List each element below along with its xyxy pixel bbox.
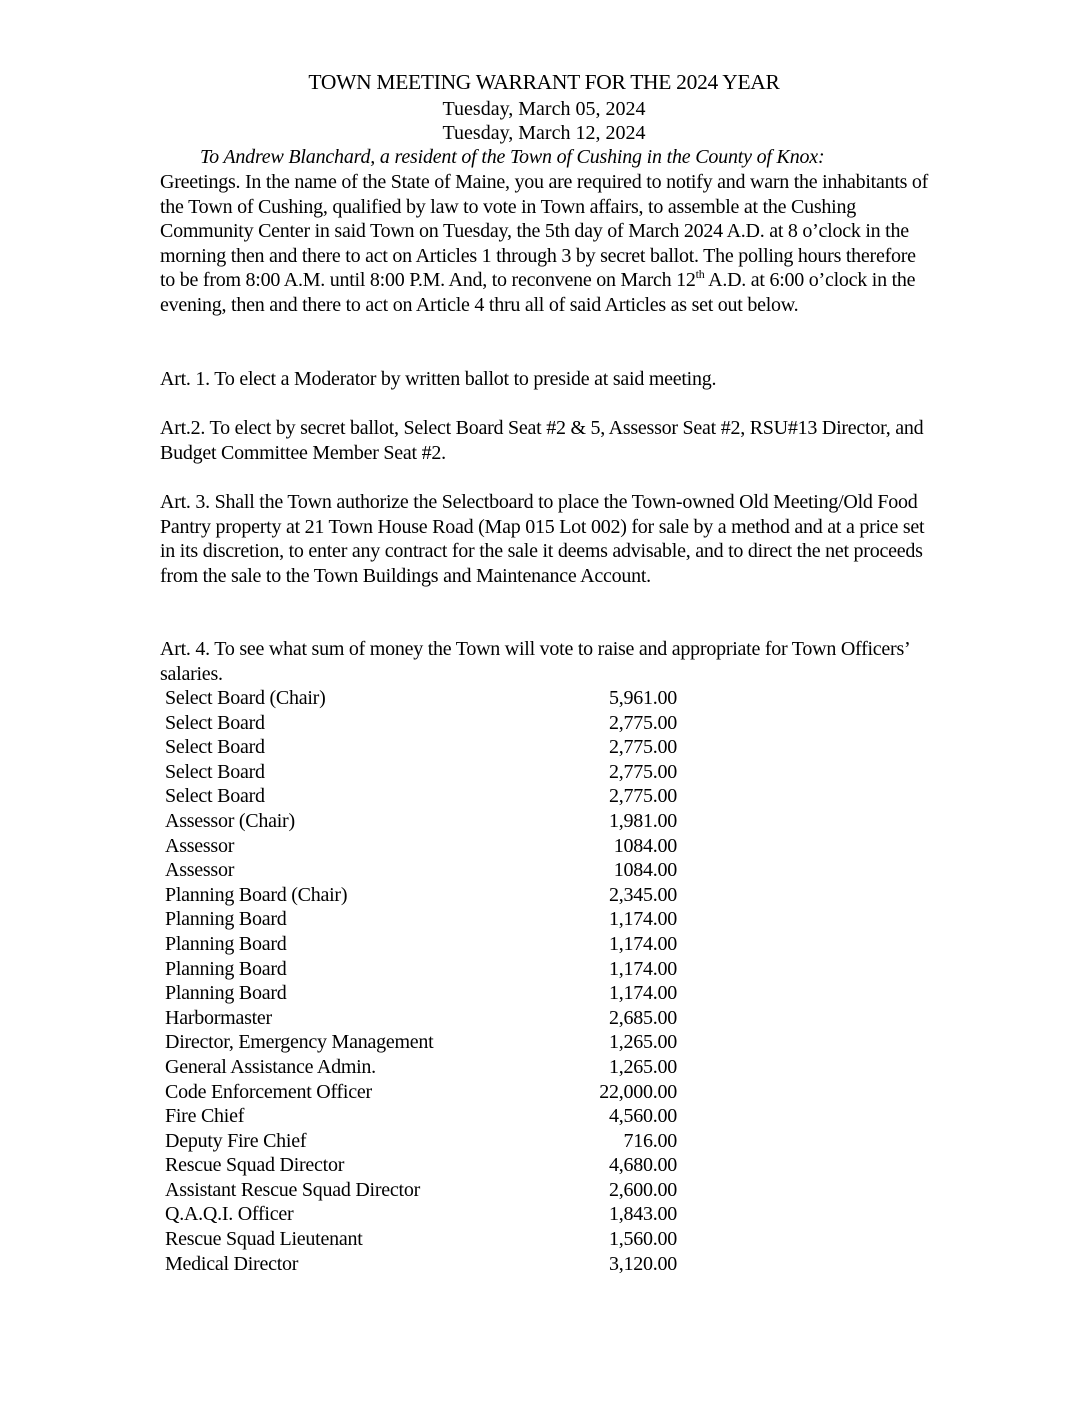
salary-row [165, 1252, 685, 1277]
salary-position: Select Board [165, 711, 265, 734]
salary-position: Planning Board [165, 982, 287, 1005]
salary-amount: 1,174.00 [609, 932, 677, 955]
salary-position: Select Board [165, 785, 265, 808]
salary-position: Assessor [165, 859, 235, 882]
salary-row [165, 1104, 685, 1129]
greeting-text-1: Greetings. In the name of the State of Maine, you are required to notify and warn the inhabitants of the Town of Cushing, qualified by law to vote in Town affairs, to assemble at the Cushing Community Center in said Town on Tuesday, the 5th day of March 2024 A.D. at 8 o’clock in the morning then and there to act on Articles 1 through 3 by secret ballot. The polling hours therefore to be from 8:00 A.M. until 8:00 P.M. And, to reconvene on March 12 [160, 171, 929, 291]
ordinal-suffix: th [695, 267, 705, 281]
salary-position: Planning Board [165, 908, 287, 931]
salary-amount: 2,775.00 [609, 760, 677, 783]
salary-amount: 2,775.00 [609, 785, 677, 808]
salary-amount: 2,775.00 [609, 711, 677, 734]
salary-row [165, 760, 685, 785]
salary-row [165, 957, 685, 982]
salary-row [165, 686, 685, 711]
meeting-date-1: Tuesday, March 05, 2024 [442, 98, 646, 120]
salary-amount: 1,174.00 [609, 908, 677, 931]
salary-amount: 4,560.00 [609, 1105, 677, 1128]
salary-position: Rescue Squad Lieutenant [165, 1228, 363, 1251]
salary-amount: 1,981.00 [609, 809, 677, 832]
addressee-line: To Andrew Blanchard, a resident of the Town of Cushing in the County of Knox: [200, 146, 825, 168]
salary-row [165, 1030, 685, 1055]
salary-position: Planning Board [165, 932, 287, 955]
salary-amount: 1084.00 [613, 859, 677, 882]
meeting-date-2: Tuesday, March 12, 2024 [442, 122, 646, 144]
salary-row [165, 711, 685, 736]
salary-amount: 5,961.00 [609, 687, 677, 709]
salary-amount: 2,345.00 [609, 883, 677, 906]
salary-row [165, 809, 685, 834]
greeting-paragraph [160, 170, 935, 317]
salary-table [165, 686, 685, 1276]
salary-position: Code Enforcement Officer [165, 1080, 372, 1103]
salary-position: Select Board (Chair) [165, 687, 326, 709]
salary-row [165, 1227, 685, 1252]
salary-amount: 4,680.00 [609, 1154, 677, 1177]
salary-row [165, 1153, 685, 1178]
salary-position: Harbormaster [165, 1006, 272, 1029]
salary-position: General Assistance Admin. [165, 1055, 376, 1078]
salary-row [165, 834, 685, 859]
salary-row [165, 1006, 685, 1031]
salary-amount: 1,174.00 [609, 982, 677, 1005]
salary-amount: 1,843.00 [609, 1203, 677, 1226]
article-2: Art.2. To elect by secret ballot, Select Board Seat #2 & 5, Assessor Seat #2, RSU#13 Director, and Budget Committee Member Seat #2. [160, 417, 924, 464]
salary-amount: 2,600.00 [609, 1178, 677, 1201]
salary-row [165, 907, 685, 932]
salary-row [165, 1055, 685, 1080]
document-title: TOWN MEETING WARRANT FOR THE 2024 YEAR [308, 70, 780, 94]
salary-position: Rescue Squad Director [165, 1154, 345, 1177]
salary-row [165, 1080, 685, 1105]
salary-position: Planning Board (Chair) [165, 883, 348, 906]
salary-row [165, 932, 685, 957]
salary-position: Medical Director [165, 1252, 299, 1275]
salary-position: Planning Board [165, 957, 287, 980]
salary-position: Select Board [165, 760, 265, 783]
salary-row [165, 883, 685, 908]
article-4: Art. 4. To see what sum of money the Town will vote to raise and appropriate for Town Officers’ salaries. [160, 638, 909, 685]
salary-row [165, 1202, 685, 1227]
salary-row [165, 1129, 685, 1154]
salary-position: Q.A.Q.I. Officer [165, 1203, 294, 1226]
salary-amount: 1,265.00 [609, 1055, 677, 1078]
salary-amount: 1,174.00 [609, 957, 677, 980]
salary-amount: 716.00 [623, 1129, 677, 1152]
salary-amount: 1,265.00 [609, 1031, 677, 1054]
salary-row [165, 858, 685, 883]
greeting-text-2: A.D. at 6:00 o’clock in the evening, then and there to act on Article 4 thru all of said Articles as set out below. [160, 269, 916, 316]
salary-row [165, 784, 685, 809]
salary-amount: 3,120.00 [609, 1252, 677, 1275]
salary-row [165, 1178, 685, 1203]
salary-amount: 2,775.00 [609, 736, 677, 759]
salary-amount: 1084.00 [613, 834, 677, 857]
salary-amount: 2,685.00 [609, 1006, 677, 1029]
salary-position: Select Board [165, 736, 265, 759]
salary-position: Deputy Fire Chief [165, 1129, 307, 1152]
salary-amount: 22,000.00 [599, 1080, 677, 1103]
salary-row [165, 735, 685, 760]
salary-position: Director, Emergency Management [165, 1031, 434, 1054]
salary-position: Fire Chief [165, 1105, 245, 1128]
salary-position: Assessor (Chair) [165, 809, 295, 832]
article-3: Art. 3. Shall the Town authorize the Selectboard to place the Town-owned Old Meeting/Old Food Pantry property at 21 Town House Road (Map 015 Lot 002) for sale by a method and at a price set in its discretion, to enter any contract for the sale it deems advisable, and to direct the net proceeds from the sale to the Town Buildings and Maintenance Account. [160, 491, 925, 587]
article-1: Art. 1. To elect a Moderator by written ballot to preside at said meeting. [160, 368, 717, 390]
salary-position: Assistant Rescue Squad Director [165, 1178, 420, 1201]
salary-position: Assessor [165, 834, 235, 857]
salary-amount: 1,560.00 [609, 1228, 677, 1251]
salary-row [165, 981, 685, 1006]
